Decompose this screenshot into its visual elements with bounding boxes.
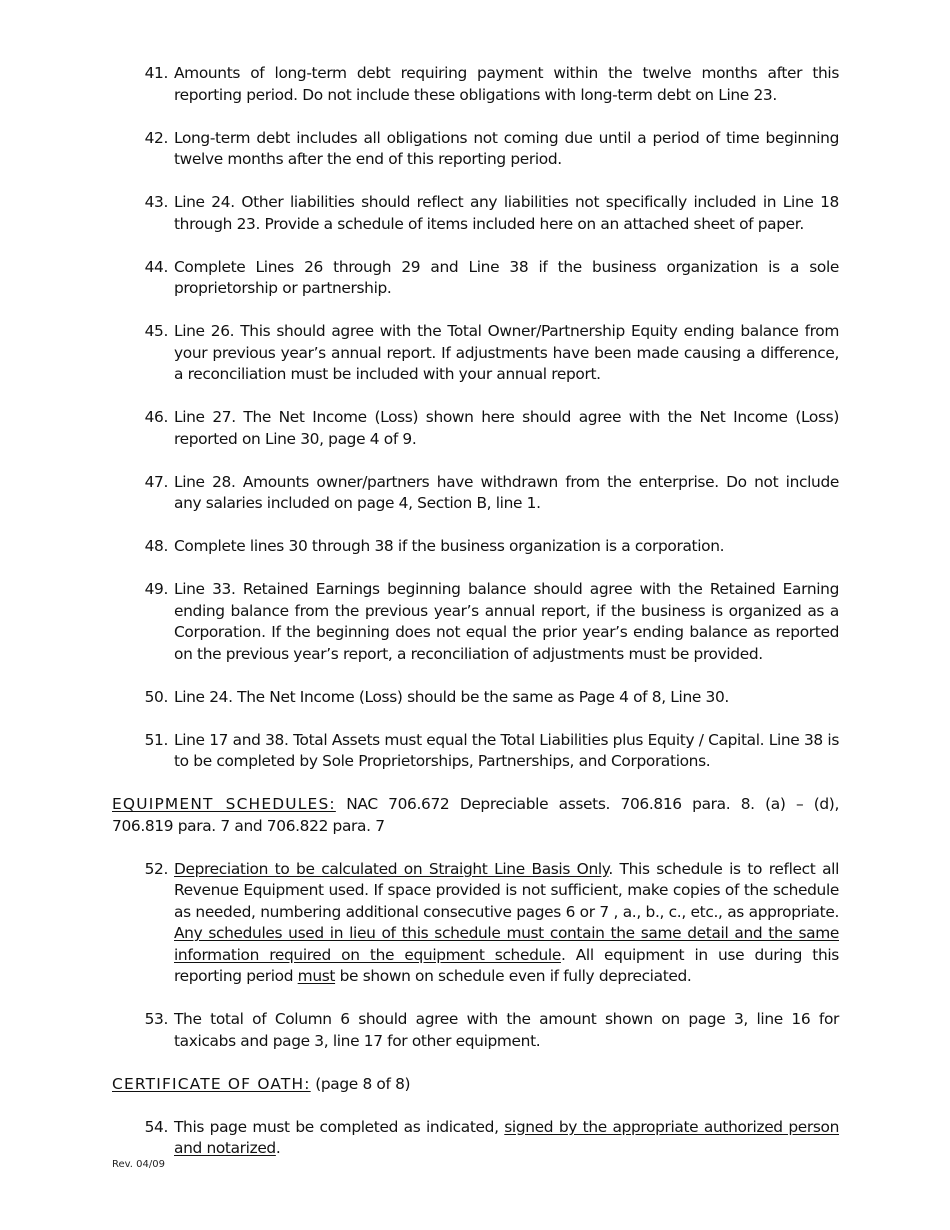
item-text: Line 28. Amounts owner/partners have withdrawn from the enterprise. Do not include any salaries included on page 4, Section B, line 1. — [174, 472, 839, 512]
instruction-item — [112, 63, 839, 106]
item-number: 53. — [144, 1010, 168, 1028]
item-number: 51. — [144, 730, 168, 749]
instruction-item — [112, 257, 839, 300]
item-text: Line 24. The Net Income (Loss) should be the same as Page 4 of 8, Line 30. — [174, 687, 729, 706]
item-text-part: . All equipment in use during this reporting period — [174, 945, 839, 985]
item-number: 50. — [144, 687, 168, 706]
instruction-item — [112, 579, 839, 665]
depreciation-rule: Depreciation to be calculated on Straight Line Basis Only — [174, 859, 609, 878]
item-number: 46. — [144, 408, 168, 426]
certificate-of-oath-heading — [112, 1074, 839, 1096]
instruction-item-52 — [112, 859, 839, 988]
must-emphasis: must — [297, 967, 336, 985]
instruction-item — [112, 536, 839, 558]
instruction-item — [112, 472, 839, 515]
instruction-item — [112, 321, 839, 386]
item-text-part: . — [275, 1139, 281, 1157]
revision-footer: Rev. 04/09 — [112, 1159, 165, 1170]
certificate-of-oath-page-ref: (page 8 of 8) — [310, 1074, 411, 1093]
item-text-part: be shown on schedule even if fully depreciated. — [335, 967, 692, 985]
instruction-item — [112, 407, 839, 450]
instruction-item — [112, 687, 839, 709]
item-number: 48. — [144, 537, 168, 555]
item-text: Line 27. The Net Income (Loss) shown here should agree with the Net Income (Loss) reported on Line 30, page 4 of 9. — [174, 408, 839, 448]
item-text: Line 33. Retained Earnings beginning balance should agree with the Retained Earning ending balance from the previous year’s annual report, if the business is organized as a Corporation. If the beginning does not equal the prior year’s ending balance as reported on the previous year’s report, a reconciliation of adjustments must be provided. — [174, 580, 839, 663]
item-number: 54. — [144, 1117, 168, 1136]
item-text — [174, 1117, 839, 1160]
certificate-of-oath-title: CERTIFICATE OF OATH: — [112, 1074, 311, 1093]
instruction-item — [112, 730, 839, 773]
item-text — [174, 859, 839, 988]
instruction-item — [112, 128, 839, 171]
equipment-schedules-reference: NAC 706.672 Depreciable assets. 706.816 para. 8. (a) – (d), 706.819 para. 7 and 706.822 para. 7 — [112, 795, 840, 835]
instructions-page — [112, 63, 839, 1160]
instruction-item-53 — [112, 1009, 839, 1052]
item-text: Complete lines 30 through 38 if the business organization is a corporation. — [174, 537, 725, 555]
item-text: Complete Lines 26 through 29 and Line 38 if the business organization is a sole proprietorship or partnership. — [174, 257, 839, 297]
instruction-item-54 — [112, 1117, 839, 1160]
item-number: 52. — [144, 859, 168, 878]
item-text: Amounts of long-term debt requiring payment within the twelve months after this reporting period. Do not include these obligations with long-term debt on Line 23. — [174, 64, 839, 104]
item-number: 41. — [144, 64, 168, 82]
equipment-schedules-title: EQUIPMENT SCHEDULES: — [112, 795, 336, 813]
item-number: 44. — [144, 257, 168, 276]
item-text: Line 17 and 38. Total Assets must equal the Total Liabilities plus Equity / Capital. Line 38 is to be completed by Sole Proprietorships, Partnerships, and Corporations. — [174, 730, 839, 770]
schedule-requirement: Any schedules used in lieu of this schedule must contain the same detail and the same information required on the equipment schedule — [174, 924, 839, 964]
item-number: 42. — [144, 128, 168, 147]
item-text: Line 24. Other liabilities should reflect any liabilities not specifically included in Line 18 through 23. Provide a schedule of items included here on an attached sheet of paper. — [174, 193, 839, 233]
item-number: 43. — [144, 193, 168, 211]
equipment-schedules-heading — [112, 794, 839, 837]
instruction-item — [112, 192, 839, 235]
item-text: Long-term debt includes all obligations not coming due until a period of time beginning twelve months after the end of this reporting period. — [174, 128, 839, 168]
signature-requirement: signed by the appropriate authorized person and notarized — [174, 1117, 840, 1157]
instruction-list — [112, 63, 839, 773]
item-number: 49. — [144, 580, 168, 598]
item-text: The total of Column 6 should agree with the amount shown on page 3, line 16 for taxicabs and page 3, line 17 for other equipment. — [174, 1010, 839, 1050]
item-number: 45. — [144, 322, 168, 340]
item-text-part: This page must be completed as indicated, — [174, 1117, 505, 1136]
item-text-part: . This schedule is to reflect all Revenue Equipment used. If space provided is not sufficient, make copies of the schedule as needed, numbering additional consecutive pages 6 or 7 , a., b., c., etc., as appropriate. — [174, 859, 840, 921]
item-text: Line 26. This should agree with the Total Owner/Partnership Equity ending balance from your previous year’s annual report. If adjustments have been made causing a difference, a reconciliation must be included with your annual report. — [174, 322, 839, 383]
item-number: 47. — [144, 472, 168, 491]
